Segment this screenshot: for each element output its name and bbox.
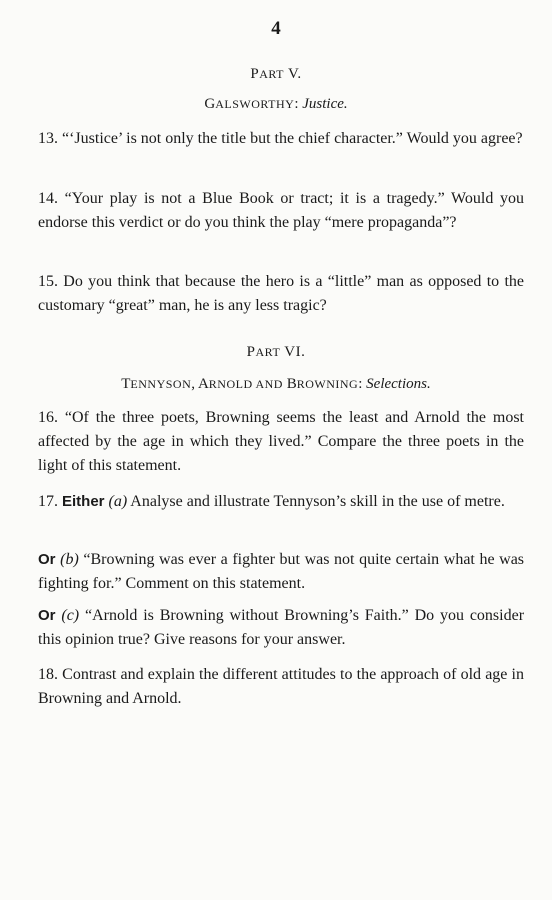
- question-number: 13.: [38, 130, 58, 147]
- question-text: “Your play is not a Blue Book or tract; it is a tragedy.” Would you endorse this verdict or do you think the play “mere propaganda”?: [38, 190, 524, 231]
- question-17a: [38, 490, 524, 514]
- option-letter: (a): [108, 493, 128, 510]
- or-label: Or: [38, 551, 56, 568]
- question-number: 16.: [38, 409, 58, 426]
- question-text: Contrast and explain the different attitudes to the approach of old age in Browning and Arnold.: [38, 666, 524, 707]
- question-14: [38, 187, 524, 235]
- question-17b: [38, 548, 524, 596]
- option-letter: (b): [60, 551, 79, 568]
- option-text: “Arnold is Browning without Browning’s Faith.” Do you consider this opinion true? Give reasons for your answer.: [38, 607, 525, 648]
- question-17c: [38, 604, 524, 652]
- question-number: 17.: [38, 493, 58, 510]
- page-number: 4: [271, 18, 281, 39]
- option-text: Analyse and illustrate Tennyson’s skill in the use of metre.: [130, 493, 505, 510]
- question-text: “Of the three poets, Browning seems the least and Arnold the most affected by the age in which they lived.” Compare the three poets in the light of this statement.: [38, 409, 525, 474]
- question-number: 14.: [38, 190, 58, 207]
- question-15: [38, 270, 524, 318]
- part-five-heading: PART V.: [250, 66, 302, 82]
- question-16: [38, 406, 524, 478]
- option-letter: (c): [61, 607, 80, 624]
- part-six-subheading: TENNYSON, ARNOLD AND BROWNING: Selections.: [121, 376, 431, 392]
- question-text: “‘Justice’ is not only the title but the chief character.” Would you agree?: [62, 130, 523, 147]
- work-title: Justice.: [302, 96, 348, 112]
- work-title: Selections.: [366, 376, 431, 392]
- question-number: 15.: [38, 273, 58, 290]
- question-text: Do you think that because the hero is a “little” man as opposed to the customary “great” man, he is any less tragic?: [38, 273, 524, 314]
- part-five-subheading: GALSWORTHY: Justice.: [204, 96, 348, 112]
- question-number: 18.: [38, 666, 58, 683]
- question-18: [38, 663, 524, 711]
- option-text: “Browning was ever a fighter but was not quite certain what he was fighting for.” Comment on this statement.: [38, 551, 525, 592]
- part-six-heading: PART VI.: [246, 344, 306, 360]
- either-label: Either: [62, 493, 105, 510]
- or-label: Or: [38, 607, 56, 624]
- question-13: [38, 127, 524, 151]
